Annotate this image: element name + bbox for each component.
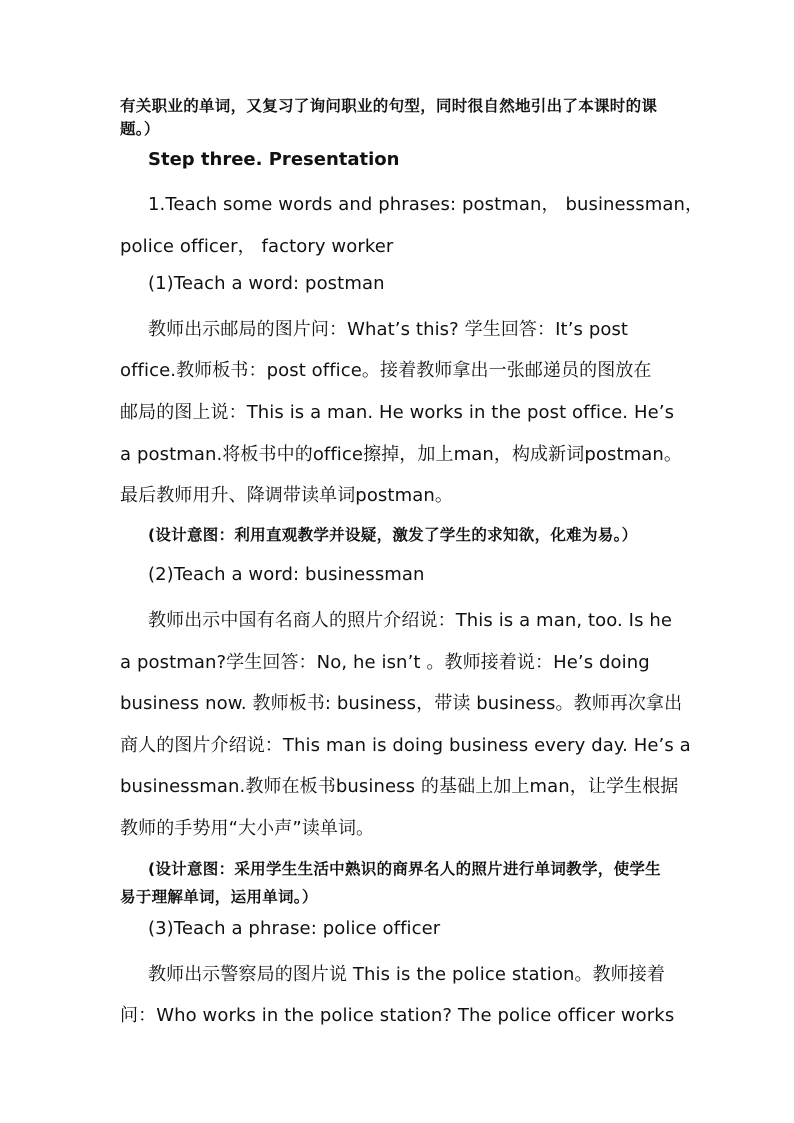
- design-intent-text: (设计意图：采用学生生活中熟识的商界名人的照片进行单词教学，使学生: [148, 860, 661, 878]
- design-intent-text: 有关职业的单词，又复习了询问职业的句型，同时很自然地引出了本课时的课: [120, 97, 658, 115]
- paragraph-line: business now. 教师板书: business，带读 business。教师再次拿出: [120, 693, 683, 714]
- paragraph-line: 教师出示中国有名商人的照片介绍说：This is a man, too. Is he: [148, 610, 673, 631]
- subheading: (2)Teach a word: businessman: [148, 564, 425, 585]
- paragraph-line: 商人的图片介绍说：This man is doing business every day. He’s a: [120, 735, 691, 756]
- paragraph-line: 邮局的图上说：This is a man. He works in the post office. He’s: [120, 402, 675, 423]
- paragraph-line: 问：Who works in the police station? The police officer works: [120, 1005, 675, 1026]
- paragraph-line: a postman?学生回答：No, he isn’t 。教师接着说：He’s doing: [120, 652, 650, 673]
- subheading: (1)Teach a word: postman: [148, 273, 385, 294]
- paragraph-line: a postman.将板书中的office擦掉，加上man，构成新词postman。: [120, 444, 682, 465]
- paragraph-line: 教师出示警察局的图片说 This is the police station。教师接着: [148, 964, 665, 985]
- paragraph-line: businessman.教师在板书business 的基础上加上man，让学生根据: [120, 776, 679, 797]
- subheading: (3)Teach a phrase: police officer: [148, 918, 441, 939]
- design-intent-text: (设计意图：利用直观教学并设疑，激发了学生的求知欲，化难为易。）: [148, 526, 638, 544]
- paragraph-line: 教师出示邮局的图片问：What’s this? 学生回答：It’s post: [148, 319, 629, 340]
- paragraph-line: 最后教师用升、降调带读单词postman。: [120, 485, 453, 506]
- paragraph-line: 1.Teach some words and phrases: postman， businessman，: [148, 194, 704, 215]
- design-intent-text: 易于理解单词，运用单词。）: [120, 888, 318, 906]
- section-heading: Step three. Presentation: [148, 149, 400, 170]
- paragraph-line: police officer， factory worker: [120, 236, 394, 257]
- design-intent-text: 题。）: [120, 120, 160, 138]
- paragraph-line: 教师的手势用“大小声”读单词。: [120, 818, 375, 839]
- paragraph-line: office.教师板书：post office。接着教师拿出一张邮递员的图放在: [120, 360, 652, 381]
